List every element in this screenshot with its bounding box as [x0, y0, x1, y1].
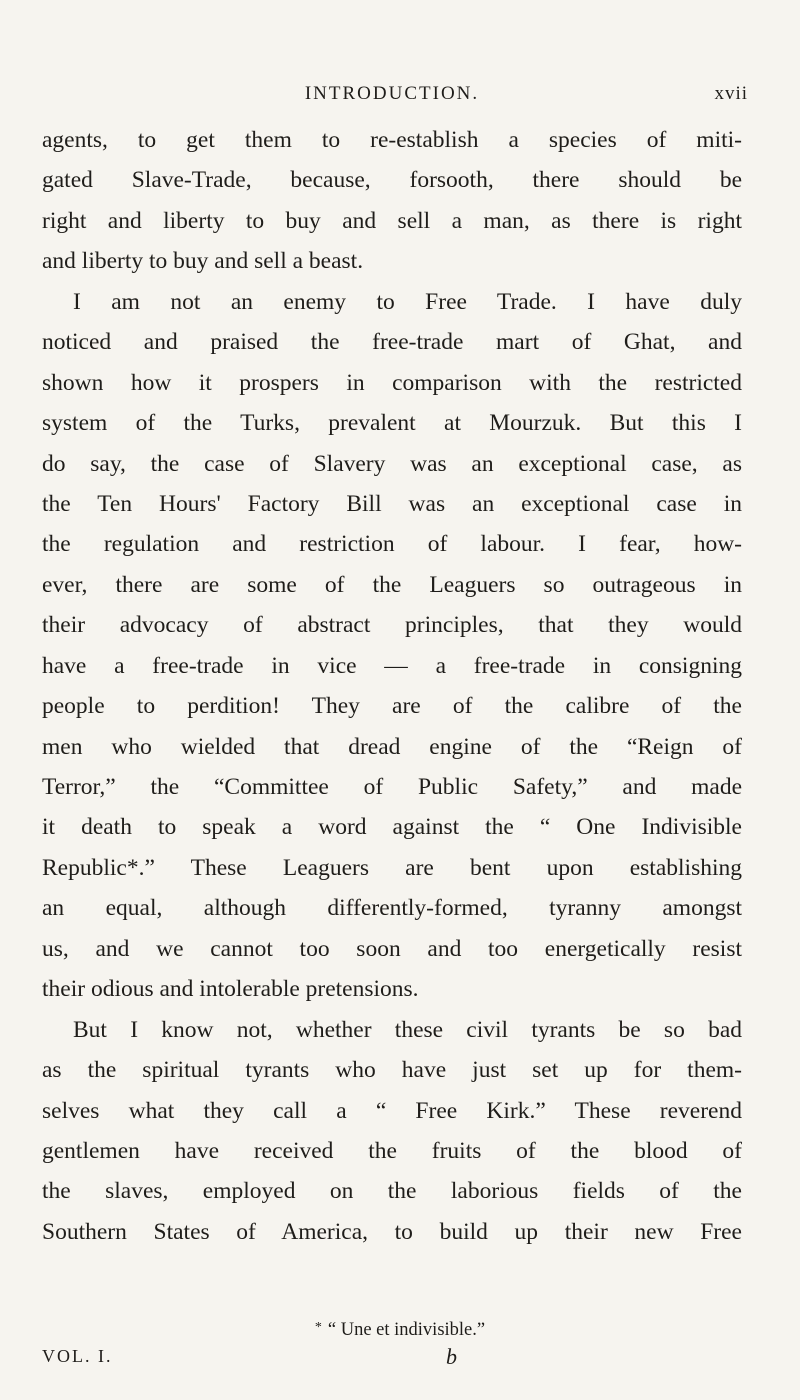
text-line: their advocacy of abstract principles, that they would	[42, 612, 742, 639]
text-line: right and liberty to buy and sell a man, as there is right	[42, 207, 742, 234]
signature-mark: b	[446, 1344, 457, 1369]
text-line: ever, there are some of the Leaguers so outrageous in	[42, 571, 742, 598]
running-title: INTRODUCTION.	[304, 83, 480, 104]
body-text	[42, 120, 742, 1252]
text-line: selves what they call a “ Free Kirk.” These reverend	[42, 1097, 742, 1124]
text-line: do say, the case of Slavery was an exceptional case, as	[42, 450, 742, 477]
footnote	[0, 1320, 800, 1341]
text-line: gated Slave-Trade, because, forsooth, there should be	[42, 167, 742, 194]
text-line: men who wielded that dread engine of the “Reign of	[42, 733, 742, 760]
text-line: the regulation and restriction of labour. I fear, how-	[42, 531, 742, 558]
text-line: us, and we cannot too soon and too energetically resist	[42, 935, 742, 962]
text-line: an equal, although differently-formed, tyranny amongst	[42, 895, 742, 922]
text-line: as the spiritual tyrants who have just set up for them-	[42, 1057, 742, 1084]
text-line: and liberty to buy and sell a beast.	[42, 248, 364, 275]
text-line: people to perdition! They are of the calibre of the	[42, 693, 742, 720]
text-line: the slaves, employed on the laborious fields of the	[42, 1178, 742, 1205]
text-line: gentlemen have received the fruits of the blood of	[42, 1137, 742, 1164]
footnote-mark: *	[314, 1320, 322, 1335]
page-number: xvii	[714, 83, 748, 104]
text-line: But I know not, whether these civil tyrants be so bad	[73, 1016, 742, 1043]
text-line: the Ten Hours' Factory Bill was an exceptional case in	[42, 490, 742, 517]
text-line: noticed and praised the free-trade mart of Ghat, and	[42, 329, 742, 356]
text-line: system of the Turks, prevalent at Mourzuk. But this I	[42, 410, 742, 437]
volume-label: VOL. I.	[42, 1346, 113, 1366]
text-line: their odious and intolerable pretensions.	[42, 976, 419, 1003]
text-line: Republic*.” These Leaguers are bent upon establishing	[42, 854, 742, 881]
text-line: it death to speak a word against the “ One Indivisible	[42, 814, 742, 841]
running-head	[42, 83, 748, 119]
text-line: Southern States of America, to build up their new Free	[42, 1218, 742, 1245]
text-line: Terror,” the “Committee of Public Safety,” and made	[42, 774, 742, 800]
text-line: agents, to get them to re-establish a species of miti-	[42, 127, 742, 153]
page-footer	[42, 1346, 742, 1374]
text-line: shown how it prospers in comparison with the restricted	[42, 369, 742, 396]
footnote-text: “ Une et indivisible.”	[327, 1320, 486, 1340]
text-line: I am not an enemy to Free Trade. I have duly	[73, 288, 742, 315]
text-line: have a free-trade in vice — a free-trade in consigning	[42, 652, 742, 679]
